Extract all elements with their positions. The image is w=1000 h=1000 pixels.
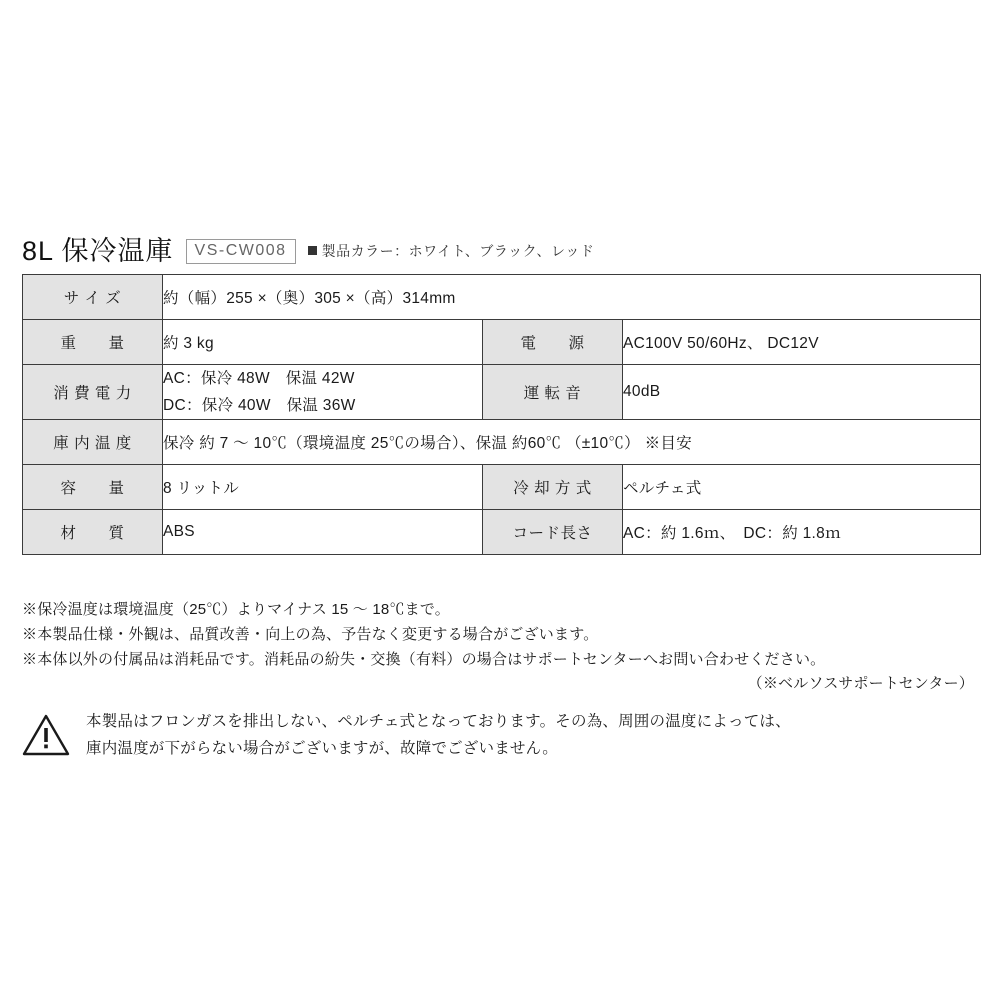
table-row xyxy=(23,420,981,465)
row-value-power-source: AC100V 50/60Hz、 DC12V xyxy=(623,320,981,365)
table-row xyxy=(23,320,981,365)
product-color-note-label: 製品カラー：ホワイト、ブラック、レッド xyxy=(321,243,595,259)
spec-table xyxy=(22,274,981,555)
row-label-inner-temperature: 庫 内 温 度 xyxy=(23,420,163,465)
row-value-cooling-method: ペルチェ式 xyxy=(623,465,981,510)
table-row xyxy=(23,510,981,555)
note-support-center: （※ベルソスサポートセンター） xyxy=(747,675,974,693)
warning-text-line: 庫内温度が下がらない場合がございますが、故障でございません。 xyxy=(86,740,558,758)
row-value-inner-temperature: 保冷 約 7 〜 10℃（環境温度 25℃の場合）、保温 約60℃ （±10℃） ※目安 xyxy=(163,420,981,465)
row-label-noise: 運 転 音 xyxy=(483,365,623,420)
row-value-weight: 約 3 kg xyxy=(163,320,483,365)
note-item: ※本製品仕様・外観は、品質改善・向上の為、予告なく変更する場合がございます。 xyxy=(22,625,599,643)
page-title: 8L 保冷温庫 xyxy=(22,236,174,266)
table-row xyxy=(23,275,981,320)
table-row xyxy=(23,465,981,510)
warning-triangle-icon xyxy=(22,713,70,757)
warning-block xyxy=(22,708,962,762)
row-value-material: ABS xyxy=(163,510,483,555)
table-row xyxy=(23,365,981,420)
row-label-size: サ イ ズ xyxy=(23,275,163,320)
row-label-power-consumption: 消 費 電 力 xyxy=(23,365,163,420)
warning-text-line: 本製品はフロンガスを排出しない、ペルチェ式となっております。その為、周囲の温度によっては、 xyxy=(86,713,791,730)
note-item: ※保冷温度は環境温度（25℃）よりマイナス 15 〜 18℃まで。 xyxy=(22,601,450,618)
row-label-weight: 重 量 xyxy=(23,320,163,365)
row-label-material: 材 質 xyxy=(23,510,163,555)
note-item: ※本体以外の付属品は消耗品です。消耗品の紛失・交換（有料）の場合はサポートセンターへお問い合わせください。 xyxy=(22,650,826,668)
model-code-badge: VS-CW008 xyxy=(186,239,296,264)
row-label-cord-length: コード長さ xyxy=(483,510,623,555)
row-value-power-consumption-ac: AC：保冷 48W 保温 42W xyxy=(163,370,355,387)
warning-text xyxy=(86,708,791,762)
row-label-cooling-method: 冷 却 方 式 xyxy=(483,465,623,510)
row-value-noise: 40dB xyxy=(623,365,981,420)
row-value-cord-length: AC：約 1.6ｍ、 DC：約 1.8ｍ xyxy=(623,510,981,555)
row-value-capacity: 8 リットル xyxy=(163,465,483,510)
row-label-capacity: 容 量 xyxy=(23,465,163,510)
row-value-power-consumption xyxy=(163,365,483,420)
row-value-size: 約（幅）255 ×（奥）305 ×（高）314mm xyxy=(163,275,981,320)
spec-block xyxy=(22,238,980,555)
row-value-power-consumption-dc: DC：保冷 40W 保温 36W xyxy=(163,397,356,415)
bullet-square-icon xyxy=(308,246,317,255)
notes-block xyxy=(22,598,982,697)
title-row xyxy=(22,238,980,265)
row-label-power-source: 電 源 xyxy=(483,320,623,365)
product-color-note xyxy=(308,241,595,261)
